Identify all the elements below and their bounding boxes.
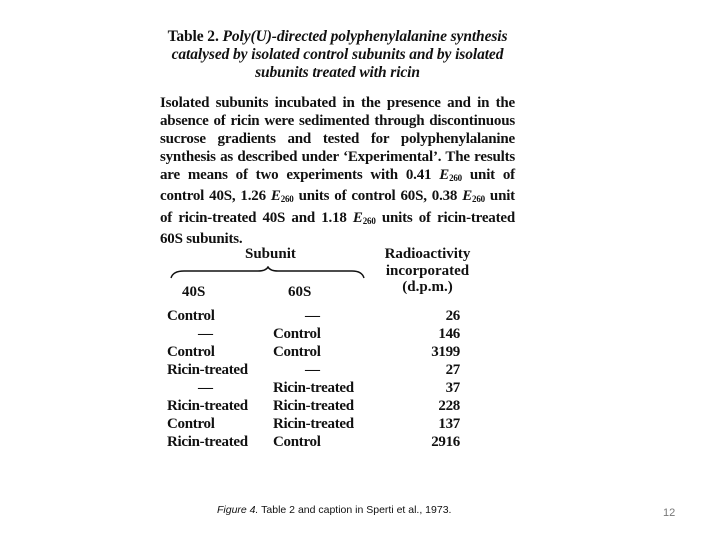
table-row bbox=[160, 434, 515, 452]
e-symbol: E bbox=[439, 167, 450, 184]
cell-radioactivity: 137 bbox=[438, 416, 460, 432]
table-row bbox=[160, 308, 515, 326]
cell-radioactivity: 27 bbox=[445, 362, 460, 378]
desc-text: unit of ricin-treated 40S and 1.18 bbox=[160, 188, 515, 226]
cell-40s: Ricin-treated bbox=[167, 398, 248, 414]
e-symbol: E bbox=[352, 209, 363, 226]
cell-60s: Ricin-treated bbox=[273, 416, 354, 432]
cell-radioactivity: 2916 bbox=[431, 434, 460, 450]
cell-60s: — bbox=[305, 308, 320, 324]
cell-radioactivity: 228 bbox=[438, 398, 460, 414]
table-row bbox=[160, 344, 515, 362]
table-title-lead: Table 2. bbox=[167, 28, 219, 45]
e-subscript: 260 bbox=[280, 194, 294, 205]
cell-radioactivity: 3199 bbox=[431, 344, 460, 360]
desc-text: units of control 60S, 0.38 bbox=[293, 188, 463, 205]
e-subscript: 260 bbox=[362, 215, 376, 226]
cell-radioactivity: 146 bbox=[438, 326, 460, 342]
cell-40s: Control bbox=[167, 344, 215, 360]
e-subscript: 260 bbox=[449, 173, 462, 184]
table-description bbox=[160, 94, 515, 248]
desc-text: unit of control 40S, 1.26 bbox=[160, 167, 515, 205]
cell-40s: Control bbox=[167, 416, 215, 432]
table-row bbox=[160, 362, 515, 380]
cell-40s: — bbox=[198, 380, 213, 396]
caption-text: Table 2 and caption in Sperti et al., 1973. bbox=[258, 504, 452, 516]
caption-label: Figure 4. bbox=[217, 504, 259, 516]
cell-60s: Ricin-treated bbox=[273, 380, 354, 396]
e-symbol: E bbox=[462, 188, 473, 205]
cell-60s: — bbox=[305, 362, 320, 378]
cell-40s: — bbox=[198, 326, 213, 342]
brace-divider-icon bbox=[170, 266, 365, 280]
cell-40s: Control bbox=[167, 308, 215, 324]
e-symbol: E bbox=[270, 188, 281, 205]
desc-text: units of ricin-treated 60S subunits. bbox=[160, 209, 515, 247]
table-row bbox=[160, 416, 515, 434]
cell-60s: Control bbox=[273, 434, 321, 450]
table-scan-image bbox=[160, 28, 515, 453]
figure-caption bbox=[217, 504, 451, 516]
header-40s: 40S bbox=[182, 284, 206, 300]
cell-radioactivity: 26 bbox=[445, 308, 460, 324]
cell-60s: Control bbox=[273, 344, 321, 360]
e-subscript: 260 bbox=[472, 194, 485, 205]
page-number: 12 bbox=[663, 507, 676, 519]
cell-40s: Ricin-treated bbox=[167, 434, 248, 450]
cell-60s: Ricin-treated bbox=[273, 398, 354, 414]
table-row bbox=[160, 380, 515, 398]
header-subunit: Subunit bbox=[245, 246, 296, 262]
table-row bbox=[160, 326, 515, 344]
table-body bbox=[160, 308, 515, 452]
cell-40s: Ricin-treated bbox=[167, 362, 248, 378]
cell-radioactivity: 37 bbox=[445, 380, 460, 396]
table-title bbox=[160, 28, 515, 82]
table-row bbox=[160, 398, 515, 416]
header-60s: 60S bbox=[288, 284, 312, 300]
desc-text: Isolated subunits incubated in the presence and in the absence of ricin were sedimented through discontinuous sucrose gradients and tested for polyphenylalanine synthesis as described under ‘Experimental’. The results are means of two experiments with 0.41 bbox=[160, 95, 515, 184]
table-title-text: Poly(U)-directed polyphenylalanine synthesis catalysed by isolated control subunits and by isolated subunits treated with ricin bbox=[171, 28, 508, 81]
cell-60s: Control bbox=[273, 326, 321, 342]
header-radioactivity: Radioactivity incorporated (d.p.m.) bbox=[384, 246, 471, 295]
